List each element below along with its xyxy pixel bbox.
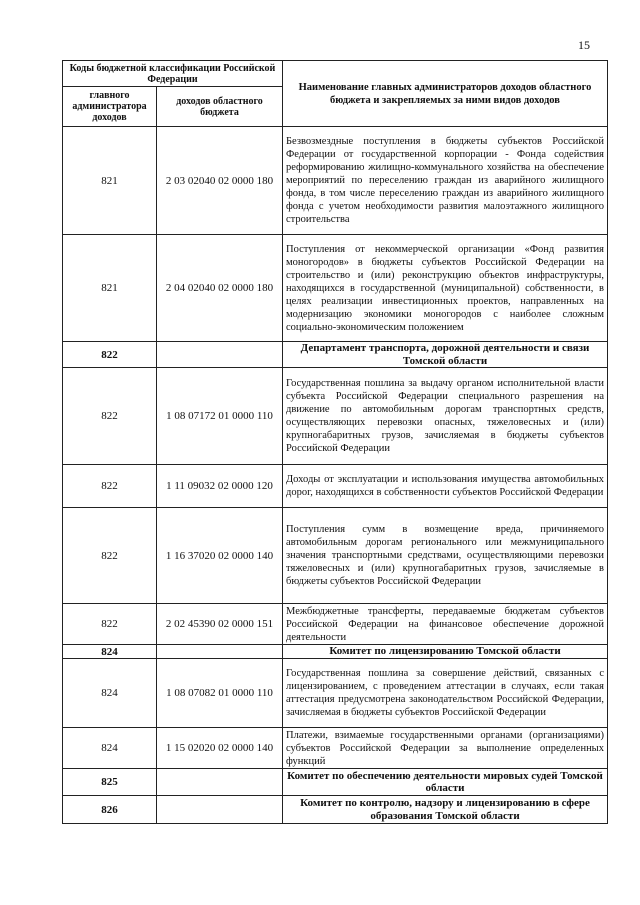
table-body	[63, 127, 608, 824]
income-code-cell: 1 11 09032 02 0000 120	[157, 465, 283, 508]
description-cell: Поступления от некоммерческой организации «Фонд развития моногородов» в бюджеты субъектов Российской Федерации на строительство и (или) реконструкцию объектов инфраструктуры, находящихся в государственной (муниципальной) собственности, в целях реализации инвестиционных проектов, направленных на модернизацию экономики моногородов с наиболее сложным социально-экономическим положением	[283, 235, 608, 342]
income-code-cell	[157, 645, 283, 659]
income-code-cell: 2 03 02040 02 0000 180	[157, 127, 283, 235]
income-code-cell: 1 15 02020 02 0000 140	[157, 728, 283, 769]
description-cell: Поступления сумм в возмещение вреда, причиняемого автомобильным дорогам регионального или межмуниципального значения транспортными средствами, осуществляющими перевозки тяжеловесных и (или) крупногабаритных грузов, зачисляемые в бюджеты субъектов Российской Федерации	[283, 508, 608, 604]
description-cell: Доходы от эксплуатации и использования имущества автомобильных дорог, находящихся в собственности субъектов Российской Федерации	[283, 465, 608, 508]
budget-codes-table	[62, 60, 608, 824]
description-cell: Платежи, взимаемые государственными органами (организациями) субъектов Российской Федерации за выполнение определенных функций	[283, 728, 608, 769]
department-row	[63, 796, 608, 824]
income-code-cell	[157, 342, 283, 368]
income-code-cell: 1 08 07082 01 0000 110	[157, 659, 283, 728]
admin-column-header: главного администратора доходов	[63, 87, 157, 127]
admin-code-cell: 822	[63, 508, 157, 604]
income-code-cell: 1 16 37020 02 0000 140	[157, 508, 283, 604]
department-row	[63, 342, 608, 368]
department-row	[63, 769, 608, 796]
admin-code-cell: 824	[63, 728, 157, 769]
income-code-cell: 1 08 07172 01 0000 110	[157, 368, 283, 465]
table-row	[63, 604, 608, 645]
table-row	[63, 235, 608, 342]
admin-code-cell: 824	[63, 645, 157, 659]
department-name-cell: Комитет по лицензированию Томской области	[283, 645, 608, 659]
department-name-cell: Комитет по контролю, надзору и лицензированию в сфере образования Томской области	[283, 796, 608, 824]
description-cell: Государственная пошлина за совершение действий, связанных с лицензированием, с проведением аттестации в случаях, если такая аттестация предусмотрена законодательством Российской Федерации, зачисляемая в бюджеты субъектов Российской Федерации	[283, 659, 608, 728]
department-name-cell: Комитет по обеспечению деятельности мировых судей Томской области	[283, 769, 608, 796]
income-code-cell: 2 02 45390 02 0000 151	[157, 604, 283, 645]
table-row	[63, 659, 608, 728]
admin-code-cell: 822	[63, 604, 157, 645]
codes-group-header: Коды бюджетной классификации Российской Федерации	[63, 61, 283, 87]
admin-code-cell: 822	[63, 368, 157, 465]
description-cell: Государственная пошлина за выдачу органом исполнительной власти субъекта Российской Федерации специального разрешения на движение по автомобильным дорогам транспортных средств, осуществляющих перевозки опасных, тяжеловесных и (или) крупногабаритных грузов, зачисляемая в бюджеты субъектов Российской Федерации	[283, 368, 608, 465]
name-column-header: Наименование главных администраторов доходов областного бюджета и закрепляемых за ними видов доходов	[283, 61, 608, 127]
admin-code-cell: 826	[63, 796, 157, 824]
description-cell: Безвозмездные поступления в бюджеты субъектов Российской Федерации от государственной корпорации - Фонда содействия реформированию жилищно-коммунального хозяйства на обеспечение мероприятий по переселению граждан из аварийного жилищного фонда, в том числе переселению граждан из аварийного жилищного фонда с учетом необходимости развития малоэтажного жилищного строительства	[283, 127, 608, 235]
table-row	[63, 368, 608, 465]
admin-code-cell: 821	[63, 127, 157, 235]
department-row	[63, 645, 608, 659]
admin-code-cell: 825	[63, 769, 157, 796]
admin-code-cell: 824	[63, 659, 157, 728]
department-name-cell: Департамент транспорта, дорожной деятельности и связи Томской области	[283, 342, 608, 368]
description-cell: Межбюджетные трансферты, передаваемые бюджетам субъектов Российской Федерации на финансовое обеспечение дорожной деятельности	[283, 604, 608, 645]
income-code-cell	[157, 769, 283, 796]
table-row	[63, 508, 608, 604]
table-row	[63, 728, 608, 769]
admin-code-cell: 822	[63, 465, 157, 508]
admin-code-cell: 822	[63, 342, 157, 368]
income-column-header: доходов областного бюджета	[157, 87, 283, 127]
page-number: 15	[578, 38, 590, 52]
income-code-cell: 2 04 02040 02 0000 180	[157, 235, 283, 342]
table-row	[63, 465, 608, 508]
admin-code-cell: 821	[63, 235, 157, 342]
income-code-cell	[157, 796, 283, 824]
table-row	[63, 127, 608, 235]
